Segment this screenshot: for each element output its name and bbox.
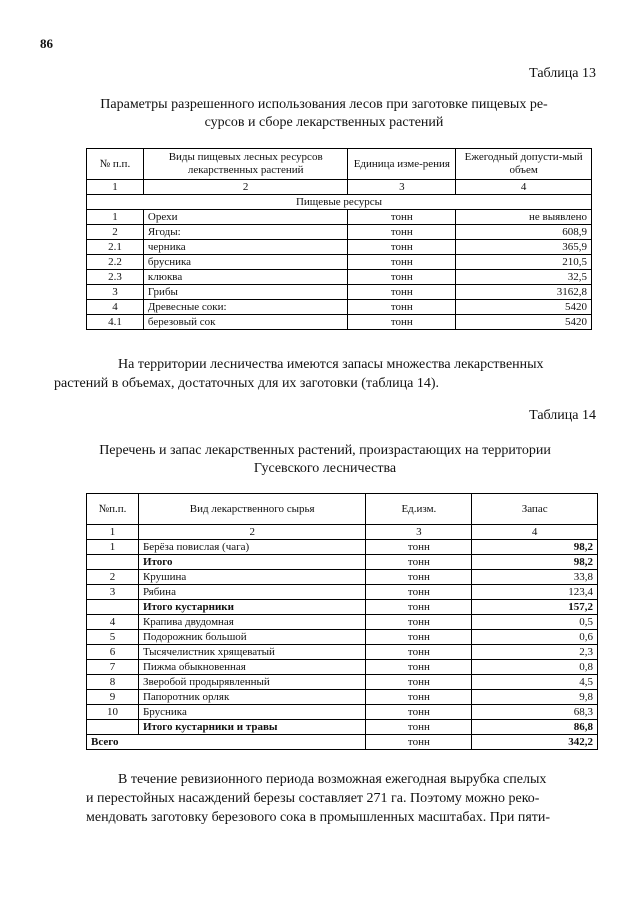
row-number <box>87 720 139 735</box>
stock-cell: 0,5 <box>472 615 598 630</box>
unit-cell: тонн <box>348 225 456 240</box>
volume-cell: не выявлено <box>456 210 592 225</box>
table13-row <box>87 300 592 315</box>
row-number: 2.2 <box>87 255 144 270</box>
paragraph-1-line2: растений в объемах, достаточных для их заготовки (таблица 14). <box>54 376 440 391</box>
plant-name: Рябина <box>138 585 366 600</box>
table14-title <box>70 442 580 478</box>
unit-cell: тонн <box>348 210 456 225</box>
row-number <box>87 600 139 615</box>
table14-row <box>87 570 598 585</box>
unit-cell: тонн <box>366 615 472 630</box>
table13-index-cell: 1 <box>87 180 144 195</box>
unit-cell: тонн <box>348 315 456 330</box>
row-number: 3 <box>87 285 144 300</box>
table14-row <box>87 630 598 645</box>
row-number: 4.1 <box>87 315 144 330</box>
table13-header-num: № п.п. <box>87 149 144 180</box>
plant-name: Итого кустарники и травы <box>138 720 366 735</box>
plant-name: Брусника <box>138 705 366 720</box>
table14-index-cell: 3 <box>366 525 472 540</box>
row-number: 7 <box>87 660 139 675</box>
table13-caption: Таблица 13 <box>529 66 596 81</box>
table14-row <box>87 585 598 600</box>
table13-section-row: Пищевые ресурсы <box>87 195 592 210</box>
row-number: 9 <box>87 690 139 705</box>
stock-cell: 86,8 <box>472 720 598 735</box>
table13-index-cell: 2 <box>143 180 348 195</box>
volume-cell: 210,5 <box>456 255 592 270</box>
table14-row <box>87 660 598 675</box>
table13-row <box>87 285 592 300</box>
plant-name: Берёза повислая (чага) <box>138 540 366 555</box>
table13-row <box>87 255 592 270</box>
unit-cell: тонн <box>366 660 472 675</box>
stock-cell: 9,8 <box>472 690 598 705</box>
table14-row <box>87 615 598 630</box>
unit-cell: тонн <box>366 630 472 645</box>
stock-cell: 33,8 <box>472 570 598 585</box>
paragraph-2 <box>86 770 598 827</box>
unit-cell: тонн <box>366 690 472 705</box>
paragraph-1 <box>54 355 598 393</box>
volume-cell: 3162,8 <box>456 285 592 300</box>
table13-header-name: Виды пищевых лесных ресурсов лекарственных растений <box>143 149 348 180</box>
volume-cell: 5420 <box>456 315 592 330</box>
unit-cell: тонн <box>366 570 472 585</box>
page-number: 86 <box>40 36 53 51</box>
table13-row <box>87 315 592 330</box>
row-number: 2.3 <box>87 270 144 285</box>
table14-index-cell: 4 <box>472 525 598 540</box>
table14-header-num: №п.п. <box>87 494 139 525</box>
stock-cell: 123,4 <box>472 585 598 600</box>
stock-cell: 157,2 <box>472 600 598 615</box>
table13-header-volume: Ежегодный допусти-мый объем <box>456 149 592 180</box>
table14-total-unit: тонн <box>366 735 472 750</box>
row-number: 2 <box>87 225 144 240</box>
unit-cell: тонн <box>366 675 472 690</box>
plant-name: Итого кустарники <box>138 600 366 615</box>
table13-row <box>87 210 592 225</box>
resource-name: Орехи <box>143 210 348 225</box>
unit-cell: тонн <box>366 645 472 660</box>
table13-row <box>87 240 592 255</box>
table14-title-line2: Гусевского лесничества <box>253 461 397 476</box>
stock-cell: 4,5 <box>472 675 598 690</box>
volume-cell: 608,9 <box>456 225 592 240</box>
unit-cell: тонн <box>348 255 456 270</box>
table14-row <box>87 600 598 615</box>
plant-name: Папоротник орляк <box>138 690 366 705</box>
resource-name: березовый сок <box>143 315 348 330</box>
table13-index-cell: 3 <box>348 180 456 195</box>
table13-index-cell: 4 <box>456 180 592 195</box>
row-number: 2 <box>87 570 139 585</box>
row-number: 1 <box>87 210 144 225</box>
table13 <box>86 148 592 330</box>
plant-name: Пижма обыкновенная <box>138 660 366 675</box>
stock-cell: 2,3 <box>472 645 598 660</box>
unit-cell: тонн <box>366 540 472 555</box>
table13-title-line1: Параметры разрешенного использования лесов при заготовке пищевых ре- <box>100 97 548 112</box>
stock-cell: 98,2 <box>472 555 598 570</box>
volume-cell: 365,9 <box>456 240 592 255</box>
table14-total-label: Всего <box>87 735 366 750</box>
unit-cell: тонн <box>348 270 456 285</box>
resource-name: черника <box>143 240 348 255</box>
stock-cell: 68,3 <box>472 705 598 720</box>
table14 <box>86 493 598 750</box>
table14-row <box>87 720 598 735</box>
row-number: 8 <box>87 675 139 690</box>
resource-name: брусника <box>143 255 348 270</box>
table14-title-line1: Перечень и запас лекарственных растений, произрастающих на территории <box>99 443 551 458</box>
table14-total-value: 342,2 <box>472 735 598 750</box>
table14-index-cell: 1 <box>87 525 139 540</box>
table14-header-stock: Запас <box>472 494 598 525</box>
stock-cell: 0,8 <box>472 660 598 675</box>
unit-cell: тонн <box>366 585 472 600</box>
table13-row <box>87 225 592 240</box>
table14-caption: Таблица 14 <box>529 408 596 423</box>
row-number: 1 <box>87 540 139 555</box>
table13-title-line2: сурсов и сборе лекарственных растений <box>204 115 444 130</box>
row-number: 10 <box>87 705 139 720</box>
stock-cell: 0,6 <box>472 630 598 645</box>
volume-cell: 32,5 <box>456 270 592 285</box>
volume-cell: 5420 <box>456 300 592 315</box>
table14-total-row <box>87 735 598 750</box>
table13-row <box>87 270 592 285</box>
paragraph-2-line2: и перестойных насаждений березы составляет 271 га. Поэтому можно реко- <box>86 791 540 806</box>
stock-cell: 98,2 <box>472 540 598 555</box>
plant-name: Тысячелистник хрящеватый <box>138 645 366 660</box>
table14-row <box>87 675 598 690</box>
row-number <box>87 555 139 570</box>
paragraph-2-line3: мендовать заготовку березового сока в промышленных масштабах. При пяти- <box>86 810 551 825</box>
unit-cell: тонн <box>366 600 472 615</box>
table13-header-unit: Единица изме-рения <box>348 149 456 180</box>
table14-index-cell: 2 <box>138 525 366 540</box>
row-number: 3 <box>87 585 139 600</box>
resource-name: клюква <box>143 270 348 285</box>
table14-row <box>87 540 598 555</box>
table13-title <box>80 96 568 132</box>
plant-name: Крапива двудомная <box>138 615 366 630</box>
table14-row <box>87 690 598 705</box>
unit-cell: тонн <box>348 300 456 315</box>
table14-row <box>87 705 598 720</box>
row-number: 4 <box>87 615 139 630</box>
row-number: 2.1 <box>87 240 144 255</box>
unit-cell: тонн <box>366 720 472 735</box>
row-number: 4 <box>87 300 144 315</box>
unit-cell: тонн <box>348 240 456 255</box>
row-number: 6 <box>87 645 139 660</box>
resource-name: Ягоды: <box>143 225 348 240</box>
table14-header-name: Вид лекарственного сырья <box>138 494 366 525</box>
table14-row <box>87 645 598 660</box>
resource-name: Древесные соки: <box>143 300 348 315</box>
table14-header-unit: Ед.изм. <box>366 494 472 525</box>
plant-name: Итого <box>138 555 366 570</box>
table14-row <box>87 555 598 570</box>
plant-name: Крушина <box>138 570 366 585</box>
unit-cell: тонн <box>366 555 472 570</box>
paragraph-1-line1: На территории лесничества имеются запасы множества лекарственных <box>118 357 544 372</box>
plant-name: Зверобой продырявленный <box>138 675 366 690</box>
paragraph-2-line1: В течение ревизионного периода возможная ежегодная вырубка спелых <box>118 772 547 787</box>
unit-cell: тонн <box>366 705 472 720</box>
unit-cell: тонн <box>348 285 456 300</box>
plant-name: Подорожник большой <box>138 630 366 645</box>
row-number: 5 <box>87 630 139 645</box>
resource-name: Грибы <box>143 285 348 300</box>
